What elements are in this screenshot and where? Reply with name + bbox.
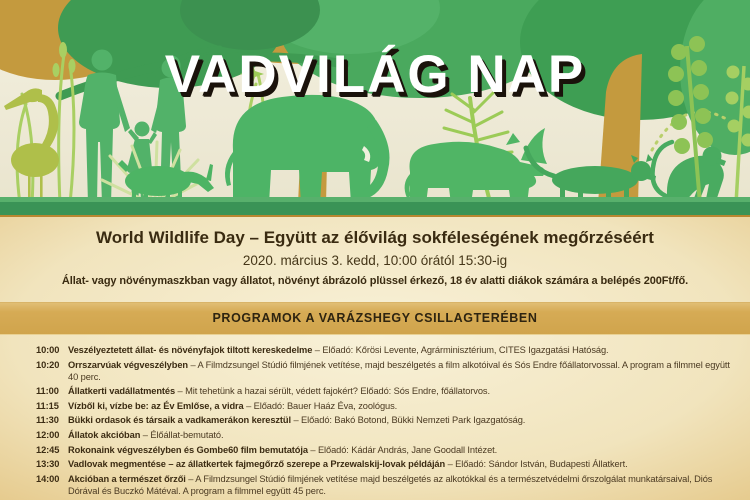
schedule-text: Állatok akcióban – Élőállat-bemutató. [68,429,224,440]
schedule-text: Vadlovak megmentése – az állatkertek fajmegőrző szerepe a Przewalskij-lovak példáján – Előadó: Sándor István, Budapesti Állatkert. [68,459,628,470]
event-subtitle: World Wildlife Day – Együtt az élővilág sokféleségének megőrzéséért [96,228,654,247]
schedule-text: Orrszarvúak végveszélyben – A Filmdzsungel Stúdió filmjének vetítése, majd beszélgetés a film alkotóival és Sós Endre főállatorvossal. A program a filmmel együtt 40 perc. [68,359,730,382]
schedule-time: 10:20 [36,359,60,370]
schedule-row [36,400,738,412]
program-header-band: PROGRAMOK A VARÁZSHEGY CSILLAGTERÉBEN [0,302,750,335]
schedule-text: Akcióban a természet őrzői – A Filmdzsungel Stúdió filmjének vetítése majd beszélgetés az alkotókkal és a természetvédelmi őrszolgálat munkatársaival, Diós Dórával és Buczkó Mátéval. A program a filmmel együtt 45 perc. [68,473,713,496]
schedule-text: Rokonaink végveszélyben és Gombe60 film bemutatója – Előadó: Kádár András, Jane Goodall Intézet. [68,444,498,455]
schedule-time: 13:30 [36,459,60,470]
schedule-row [36,444,738,456]
grass-ground [0,197,750,215]
info-section [0,215,750,500]
schedule-row [36,385,738,397]
schedule-text: Állatkerti vadállatmentés – Mit tehetünk a hazai sérült, védett fajokért? Előadó: Sós Endre, főállatorvos. [68,386,490,397]
schedule-time: 11:30 [36,415,59,426]
schedule-time: 11:15 [36,400,59,411]
banner-scene [0,0,750,215]
schedule-time: 11:00 [36,386,59,397]
schedule-text: Veszélyeztetett állat- és növényfajok tiltott kereskedelme – Előadó: Kőrösi Levente, Agrárminisztérium, CITES Igazgatási Hatóság. [68,345,609,355]
schedule-time: 10:00 [36,345,60,355]
event-datetime: 2020. március 3. kedd, 10:00 órától 15:30-ig [242,253,508,268]
schedule-list [0,335,750,497]
schedule-text: Vízből ki, vízbe be: az Év Emlőse, a vidra – Előadó: Bauer Haáz Éva, zoológus. [68,400,398,411]
poster-title: VADVILÁG NAP [164,45,586,104]
schedule-row [36,359,738,383]
schedule-time: 12:00 [36,429,60,440]
schedule-row [36,458,738,470]
banner-illustration [0,0,750,215]
schedule-row [36,429,738,441]
schedule-time: 14:00 [36,473,60,484]
schedule-text: Bükki ordasok és társaik a vadkamerákon keresztül – Előadó: Bakó Botond, Bükki Nemzeti Park Igazgatóság. [68,415,526,426]
schedule-row [36,414,738,426]
schedule-row [36,344,738,356]
schedule-time: 12:45 [36,444,60,455]
elephant-silhouette [225,95,390,204]
schedule-row [36,473,738,497]
admission-note: Állat- vagy növénymaszkban vagy állatot, növényt ábrázoló plüssel érkező, 18 év alatti diákok számára a belépés 200Ft/fő. [61,275,689,287]
